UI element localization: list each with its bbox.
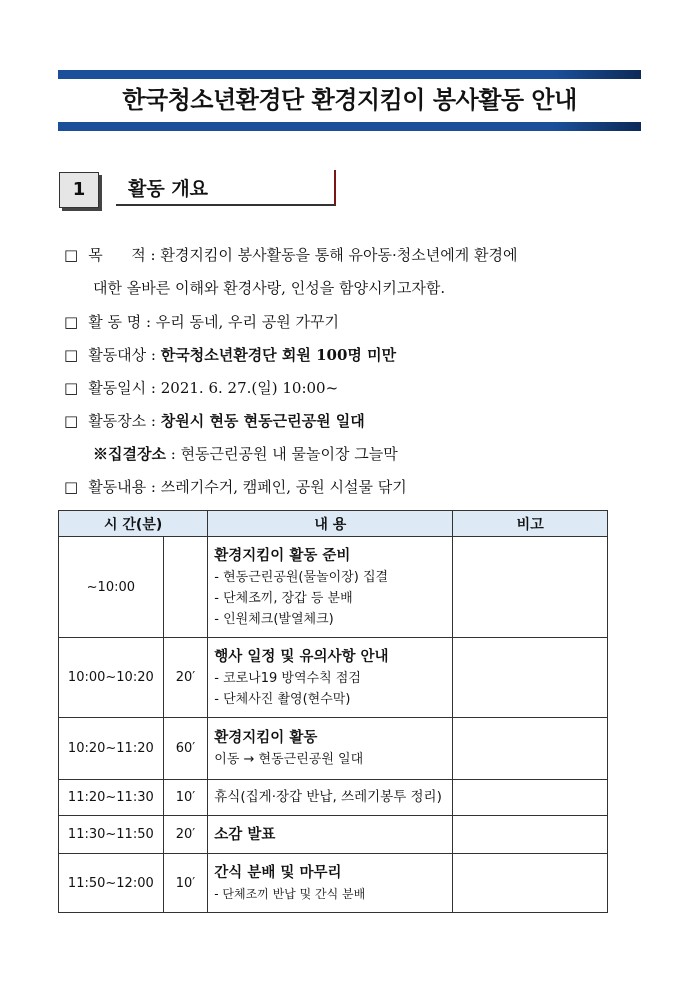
- section-title: 활동 개요: [116, 170, 336, 206]
- overview-place: □ 활동장소 : 창원시 현동 현동근린공원 일대: [64, 412, 365, 430]
- table-row: [59, 718, 608, 780]
- overview-label: 활동대상: [88, 346, 147, 364]
- row-minutes: [163, 537, 208, 638]
- header-content: 내 용: [208, 511, 453, 537]
- row-item: 이동 → 현동근린공원 일대: [214, 752, 364, 767]
- row-content: [208, 780, 453, 816]
- overview-purpose: □ 목 적 : 환경지킴이 봉사활동을 통해 유아동·청소년에게 환경에: [64, 246, 518, 264]
- row-time: 10:20~11:20: [59, 718, 164, 780]
- table-row: [59, 816, 608, 854]
- overview-text: 쓰레기수거, 캠페인, 공원 시설물 닦기: [160, 478, 407, 496]
- page-title: 한국청소년환경단 환경지킴이 봉사활동 안내: [122, 86, 577, 114]
- table-row: [59, 638, 608, 718]
- overview-text: 환경지킴이 봉사활동을 통해 유아동·청소년에게 환경에: [160, 246, 518, 264]
- row-heading: 행사 일정 및 유의사항 안내: [214, 648, 389, 665]
- table-header-row: [59, 511, 608, 537]
- checkbox-icon: □: [64, 478, 79, 496]
- overview-label: 활동내용: [88, 478, 147, 496]
- row-note: [453, 718, 608, 780]
- title-band-top: [58, 70, 641, 79]
- overview-label: 활동일시: [88, 379, 147, 397]
- row-content: [208, 718, 453, 780]
- overview-label: 목 적: [88, 246, 146, 264]
- row-minutes: 10′: [163, 854, 208, 913]
- row-time: 11:50~12:00: [59, 854, 164, 913]
- row-item: - 단체조끼, 장갑 등 분배: [214, 590, 353, 606]
- checkbox-icon: □: [64, 313, 79, 331]
- checkbox-icon: □: [64, 246, 79, 264]
- overview-content: □ 활동내용 : 쓰레기수거, 캠페인, 공원 시설물 닦기: [64, 478, 407, 496]
- overview-text: 한국청소년환경단 회원 100명 미만: [160, 346, 397, 364]
- table-row: [59, 780, 608, 816]
- overview-meeting-place: ※집결장소 : 현동근린공원 내 물놀이장 그늘막: [93, 445, 398, 463]
- row-content: [208, 537, 453, 638]
- checkbox-icon: □: [64, 379, 79, 397]
- title-band-bottom: [58, 122, 641, 131]
- row-content: [208, 854, 453, 913]
- row-item: - 단체사진 촬영(현수막): [214, 691, 351, 707]
- row-item: - 인원체크(발열체크): [214, 611, 334, 627]
- row-content: [208, 816, 453, 854]
- overview-label: 활 동 명: [88, 313, 142, 331]
- row-item: - 코로나19 방역수칙 점검: [214, 670, 361, 686]
- checkbox-icon: □: [64, 346, 79, 364]
- row-time: ~10:00: [59, 537, 164, 638]
- row-note: [453, 537, 608, 638]
- row-heading: 환경지킴이 활동 준비: [214, 547, 351, 564]
- row-time: 10:00~10:20: [59, 638, 164, 718]
- header-time: 시 간(분): [59, 511, 208, 537]
- overview-text: 현동근린공원 내 물놀이장 그늘막: [180, 445, 398, 463]
- row-minutes: 10′: [163, 780, 208, 816]
- note-label: ※집결장소: [93, 445, 166, 463]
- overview-text: 창원시 현동 현동근린공원 일대: [160, 412, 365, 430]
- header-note: 비고: [453, 511, 608, 537]
- checkbox-icon: □: [64, 412, 79, 430]
- overview-target: □ 활동대상 : 한국청소년환경단 회원 100명 미만: [64, 346, 397, 364]
- row-time: 11:30~11:50: [59, 816, 164, 854]
- row-item: - 현동근린공원(물놀이장) 집결: [214, 569, 389, 585]
- section-number: 1: [59, 172, 99, 208]
- row-minutes: 20′: [163, 816, 208, 854]
- overview-activity-name: □ 활 동 명 : 우리 동네, 우리 공원 가꾸기: [64, 313, 340, 331]
- row-item: 휴식(집게·장갑 반납, 쓰레기봉투 정리): [214, 789, 442, 805]
- row-note: [453, 816, 608, 854]
- overview-datetime: □ 활동일시 : 2021. 6. 27.(일) 10:00~: [64, 379, 339, 397]
- row-time: 11:20~11:30: [59, 780, 164, 816]
- overview-text: 우리 동네, 우리 공원 가꾸기: [155, 313, 340, 331]
- row-note: [453, 638, 608, 718]
- row-minutes: 60′: [163, 718, 208, 780]
- table-row: [59, 537, 608, 638]
- row-minutes: 20′: [163, 638, 208, 718]
- row-item: - 단체조끼 반납 및 간식 분배: [214, 886, 366, 901]
- row-heading: 환경지킴이 활동: [214, 730, 318, 746]
- table-row: [59, 854, 608, 913]
- row-content: [208, 638, 453, 718]
- overview-purpose-continuation: 대한 올바른 이해와 환경사랑, 인성을 함양시키고자함.: [93, 279, 446, 297]
- row-heading: 간식 분배 및 마무리: [214, 864, 342, 881]
- overview-text: 2021. 6. 27.(일) 10:00~: [160, 379, 339, 397]
- row-note: [453, 854, 608, 913]
- row-note: [453, 780, 608, 816]
- schedule-table: [58, 510, 608, 913]
- overview-label: 활동장소: [88, 412, 147, 430]
- row-heading: 소감 발표: [214, 826, 276, 843]
